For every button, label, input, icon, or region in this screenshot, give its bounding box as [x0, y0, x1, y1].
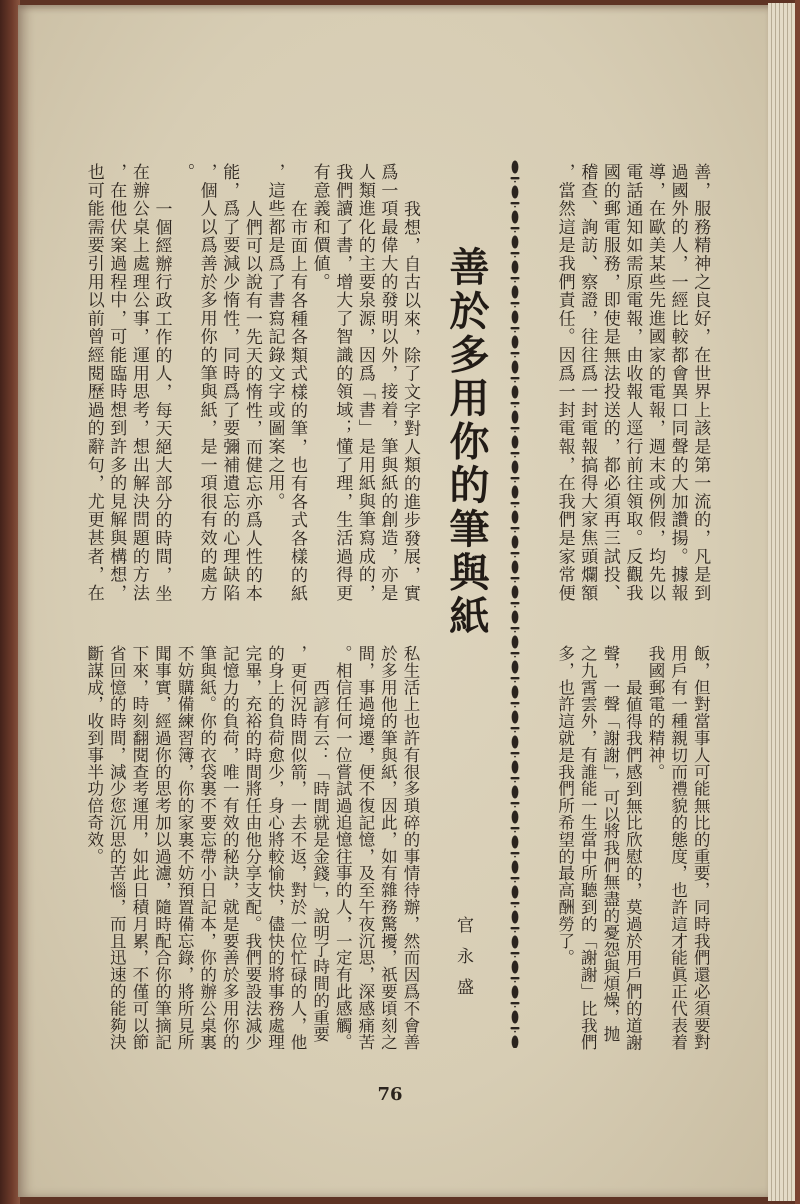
- text-column: 人類進化的主要泉源，因爲「書」是用紙與筆寫成的，: [354, 163, 375, 603]
- text-column: 在市面上有各種各類式樣的筆，也有各式各樣的紙: [287, 199, 308, 603]
- text-column: 稽查、詢訪、察證，往往爲一封電報搞得大家焦頭爛額: [577, 163, 598, 603]
- article-upper-block: [82, 163, 421, 608]
- text-column: ，當然這是我們責任。因爲一封電報，在我們是家常便: [554, 163, 575, 603]
- text-column: 。相信任何一位嘗試過追憶往事的人，一定有此感觸。: [333, 645, 353, 1051]
- text-column: 飯，但對當事人可能無比的重要，同時我們還必須要對: [691, 645, 711, 1051]
- text-column: ，更何況時間似箭，一去不返，對於一位忙碌的人，他: [288, 645, 308, 1051]
- page-number: 76: [377, 1084, 403, 1105]
- article-title: 善於多用你的筆與紙: [443, 246, 490, 639]
- text-column: 筆與紙。你的衣袋裏不要忘帶小日記本，你的辦公桌裏: [197, 645, 217, 1051]
- article-lower-block: [82, 645, 421, 1057]
- text-column: 省回憶的時間，減少您沉思的苦惱，而且迅速的能夠決: [107, 645, 127, 1051]
- text-column: 之九霄雲外，有誰能一生當中所聽到的「謝謝」比我們: [578, 645, 598, 1051]
- previous-article-lower-block: [553, 645, 711, 1057]
- text-column: 下來，時刻翻閱查考運用，如此日積月累，不僅可以節: [129, 645, 149, 1051]
- text-column: 導，在歐美某些先進國家的電報，週末或例假，均先以: [645, 163, 665, 603]
- text-column: 。: [174, 163, 195, 182]
- text-column: 的身上的負荷愈少，身心將較愉快，儘快的將事務處理: [265, 645, 285, 1051]
- page-stack-edges: [768, 3, 795, 1201]
- text-column: 有意義和價値。: [309, 163, 330, 292]
- text-column: 我國郵電的精神。: [646, 645, 665, 781]
- text-column: 我們讀了書，增大了智識的領域；懂了理，生活過得更: [332, 163, 353, 603]
- text-column: ，這些都是爲了書寫記錄文字或圖案之用。: [264, 163, 285, 511]
- book-cover-right-edge: [795, 0, 800, 1204]
- previous-article-upper-block: [553, 163, 711, 608]
- text-column: 人們可以說有一先天的惰性，而健忘亦爲人性的本: [241, 199, 262, 603]
- text-column: 記憶力的負荷，唯一有效的秘訣，就是要善於多用你的: [220, 645, 240, 1051]
- text-column: 聲，一聲「謝謝」，可以將我們無盡的憂怨與煩燥，抛: [600, 645, 620, 1043]
- text-column: 西諺有云：「時間就是金錢」，說明了時間的重要: [310, 678, 330, 1043]
- text-column: 聞事實，經過你的思考加以過濾，隨時配合你的筆摘記: [152, 645, 172, 1051]
- article-author: 官永盛: [453, 916, 473, 1009]
- text-column: 爲一項最偉大的發明以外，接着，筆與紙的創造，亦是: [377, 163, 398, 603]
- text-column: 最値得我們感到無比欣慰的，莫過於用戶們的道謝: [623, 678, 643, 1051]
- text-column: 不妨購備練習簿，你的家裏不妨預置備忘錄，將所見所: [175, 645, 195, 1051]
- text-column: 私生活上也許有很多瑣碎的事情待辦，然而因爲不會善: [401, 645, 420, 1051]
- text-column: ，在他伏案過程中，可能臨時想到許多的見解與構想，: [106, 163, 127, 603]
- text-column: 用戶有一種親切而禮貌的態度，也許這才能眞正代表着: [668, 645, 688, 1051]
- text-column: 過國外的人，一經比較都會異口同聲的大加讚揚。據報: [667, 163, 688, 603]
- text-column: 國的郵電服務，即使是無法投送的，都必須再三試投、: [599, 163, 620, 603]
- text-column: 能，爲了要減少惰性，同時爲了要彌補遺忘的心理缺陷: [219, 163, 240, 603]
- text-column: 也可能需要引用以前曾經閱歷過的辭句，尤更甚者，在: [83, 163, 104, 603]
- text-column: 我想，自古以來，除了文字對人類的進步發展，實: [400, 199, 420, 603]
- text-column: 斷謀成，收到事半功倍奇效。: [84, 645, 104, 865]
- text-column: 完畢，充裕的時間將任由他分享支配。我們要設法減少: [242, 645, 262, 1051]
- text-column: ，個人以爲善於多用你的筆與紙，是一項很有效的處方: [196, 163, 217, 603]
- decorative-divider: [508, 158, 522, 1048]
- text-column: 多，也許這就是我們所希望的最高酬勞了。: [555, 645, 575, 967]
- text-column: 善，服務精神之良好，在世界上該是第一流的，凡是到: [690, 163, 711, 603]
- text-column: 電話通知如需原電報，由收報人逕行前往領取。反觀我: [622, 163, 643, 603]
- text-column: 間，事過境遷，便不復記憶，及至午夜沉思，深感痛苦: [355, 645, 375, 1051]
- text-column: 一個經辦行政工作的人，每天絕大部分的時間，坐: [151, 199, 172, 603]
- text-column: 於多用他的筆與紙，因此，如有雜務驚擾，祇要頃刻之: [378, 645, 398, 1051]
- book-cover-left-edge: [0, 0, 20, 1204]
- text-column: 在辦公桌上處理公事，運用思考，想出解決問題的方法: [128, 163, 149, 603]
